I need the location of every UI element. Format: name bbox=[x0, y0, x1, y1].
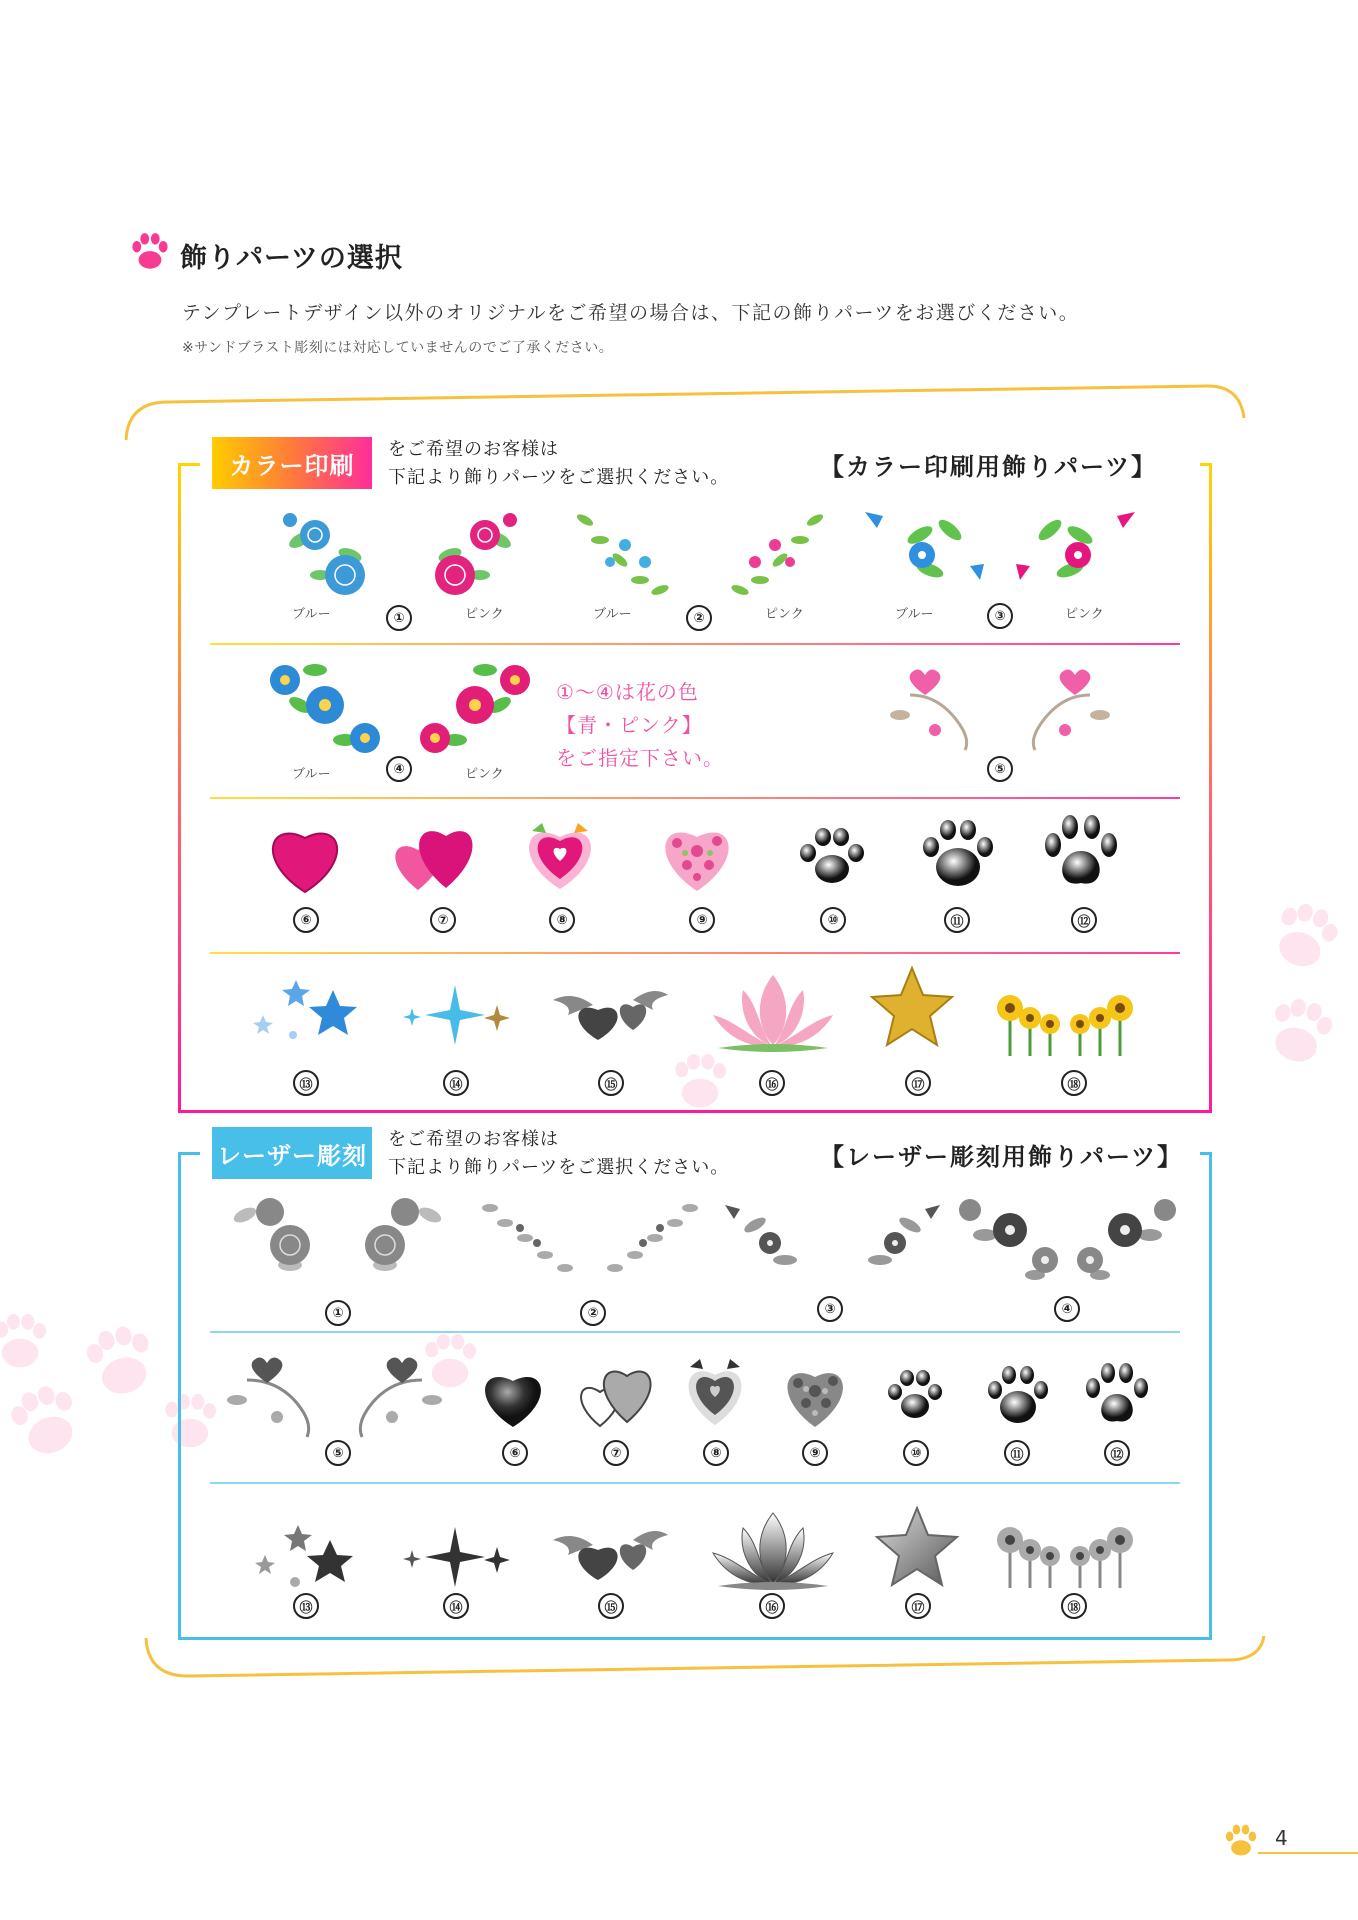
number-8: ⑧ bbox=[703, 1440, 729, 1466]
number-18: ⑱ bbox=[1061, 1070, 1087, 1096]
number-14: ⑭ bbox=[443, 1070, 469, 1096]
label-pink: ピンク bbox=[765, 607, 804, 622]
part-laser-14[interactable] bbox=[400, 1522, 515, 1592]
number-13: ⑬ bbox=[293, 1070, 319, 1096]
part-laser-1[interactable] bbox=[215, 1190, 460, 1285]
part-color-1[interactable] bbox=[260, 505, 540, 610]
label-blue: ブルー bbox=[292, 767, 331, 782]
number-12: ⑫ bbox=[1071, 907, 1097, 933]
paw-icon bbox=[128, 230, 172, 274]
number-10: ⑩ bbox=[903, 1440, 929, 1466]
number-4: ④ bbox=[1054, 1296, 1080, 1322]
number-13: ⑬ bbox=[293, 1593, 319, 1619]
part-color-7[interactable] bbox=[388, 818, 478, 896]
part-color-13[interactable] bbox=[248, 975, 363, 1050]
footer-divider bbox=[1258, 1852, 1358, 1854]
laser-request-text: をご希望のお客様は 下記より飾りパーツをご選択ください。 bbox=[388, 1129, 730, 1178]
number-17: ⑰ bbox=[905, 1593, 931, 1619]
label-blue: ブルー bbox=[895, 607, 934, 622]
note-text: ※サンドブラスト彫刻には対応していませんのでご了承ください。 bbox=[182, 340, 614, 356]
number-7: ⑦ bbox=[430, 907, 456, 933]
number-14: ⑭ bbox=[443, 1593, 469, 1619]
part-laser-6[interactable] bbox=[478, 1365, 548, 1430]
part-color-9[interactable] bbox=[655, 815, 740, 895]
part-laser-5[interactable] bbox=[222, 1345, 447, 1440]
part-color-4[interactable] bbox=[265, 660, 535, 760]
number-3: ③ bbox=[817, 1296, 843, 1322]
number-11: ⑪ bbox=[944, 907, 970, 933]
label-pink: ピンク bbox=[1065, 607, 1104, 622]
number-6: ⑥ bbox=[502, 1440, 528, 1466]
color-request-text: をご希望のお客様は 下記より飾りパーツをご選択ください。 bbox=[388, 439, 730, 488]
part-color-6[interactable] bbox=[265, 820, 345, 895]
number-1: ① bbox=[386, 605, 412, 631]
laser-section-title: 【レーザー彫刻用飾りパーツ】 bbox=[820, 1143, 1184, 1171]
part-color-18[interactable] bbox=[990, 988, 1135, 1058]
number-18: ⑱ bbox=[1061, 1593, 1087, 1619]
number-7: ⑦ bbox=[603, 1440, 629, 1466]
part-color-15[interactable] bbox=[548, 985, 668, 1045]
flower-color-hint: ①〜④は花の色 【青・ピンク】 をご指定下さい。 bbox=[556, 680, 724, 770]
number-5: ⑤ bbox=[987, 756, 1013, 782]
number-15: ⑮ bbox=[598, 1593, 624, 1619]
part-color-12[interactable] bbox=[1040, 815, 1122, 893]
part-laser-2[interactable] bbox=[475, 1193, 705, 1283]
number-8: ⑧ bbox=[549, 907, 575, 933]
part-color-11[interactable] bbox=[918, 818, 998, 893]
number-10: ⑩ bbox=[820, 907, 846, 933]
part-laser-9[interactable] bbox=[778, 1357, 853, 1429]
number-1: ① bbox=[325, 1300, 351, 1326]
number-5: ⑤ bbox=[325, 1440, 351, 1466]
number-9: ⑨ bbox=[802, 1440, 828, 1466]
part-laser-13[interactable] bbox=[250, 1520, 360, 1595]
color-section-title: 【カラー印刷用飾りパーツ】 bbox=[820, 453, 1158, 481]
number-4: ④ bbox=[386, 756, 412, 782]
page-title: 飾りパーツの選択 bbox=[180, 243, 403, 274]
label-blue: ブルー bbox=[593, 607, 632, 622]
number-11: ⑪ bbox=[1004, 1440, 1030, 1466]
number-2: ② bbox=[686, 605, 712, 631]
part-laser-11[interactable] bbox=[985, 1365, 1050, 1427]
part-laser-3[interactable] bbox=[720, 1195, 945, 1285]
part-color-16[interactable] bbox=[703, 970, 843, 1055]
part-color-8[interactable] bbox=[520, 815, 600, 895]
number-6: ⑥ bbox=[293, 907, 319, 933]
part-color-5[interactable] bbox=[880, 655, 1120, 755]
part-laser-4[interactable] bbox=[955, 1195, 1180, 1285]
part-color-14[interactable] bbox=[400, 980, 515, 1050]
part-laser-15[interactable] bbox=[548, 1525, 668, 1585]
part-laser-7[interactable] bbox=[575, 1360, 655, 1430]
intro-text: テンプレートデザイン以外のオリジナルをご希望の場合は、下記の飾りパーツをお選びください。 bbox=[182, 302, 1080, 324]
number-15: ⑮ bbox=[598, 1070, 624, 1096]
number-17: ⑰ bbox=[905, 1070, 931, 1096]
label-blue: ブルー bbox=[292, 607, 331, 622]
page-number: 4 bbox=[1275, 1826, 1288, 1850]
number-9: ⑨ bbox=[689, 907, 715, 933]
label-pink: ピンク bbox=[465, 607, 504, 622]
number-16: ⑯ bbox=[759, 1070, 785, 1096]
number-2: ② bbox=[580, 1300, 606, 1326]
part-laser-18[interactable] bbox=[990, 1520, 1135, 1590]
part-laser-10[interactable] bbox=[884, 1368, 946, 1423]
number-16: ⑯ bbox=[759, 1593, 785, 1619]
label-pink: ピンク bbox=[465, 767, 504, 782]
part-laser-8[interactable] bbox=[680, 1355, 750, 1430]
number-12: ⑫ bbox=[1104, 1440, 1130, 1466]
part-laser-12[interactable] bbox=[1083, 1362, 1151, 1430]
outer-bracket-bottom bbox=[140, 1630, 1270, 1700]
paw-icon bbox=[1222, 1822, 1260, 1860]
part-laser-17[interactable] bbox=[875, 1505, 960, 1590]
number-3: ③ bbox=[987, 603, 1013, 629]
laser-engrave-badge: レーザー彫刻 bbox=[212, 1127, 372, 1179]
part-color-10[interactable] bbox=[795, 825, 870, 890]
part-color-2[interactable] bbox=[565, 500, 835, 610]
part-color-17[interactable] bbox=[870, 965, 955, 1050]
color-print-badge: カラー印刷 bbox=[212, 437, 372, 489]
part-color-3[interactable] bbox=[860, 500, 1140, 610]
part-laser-16[interactable] bbox=[703, 1508, 843, 1593]
